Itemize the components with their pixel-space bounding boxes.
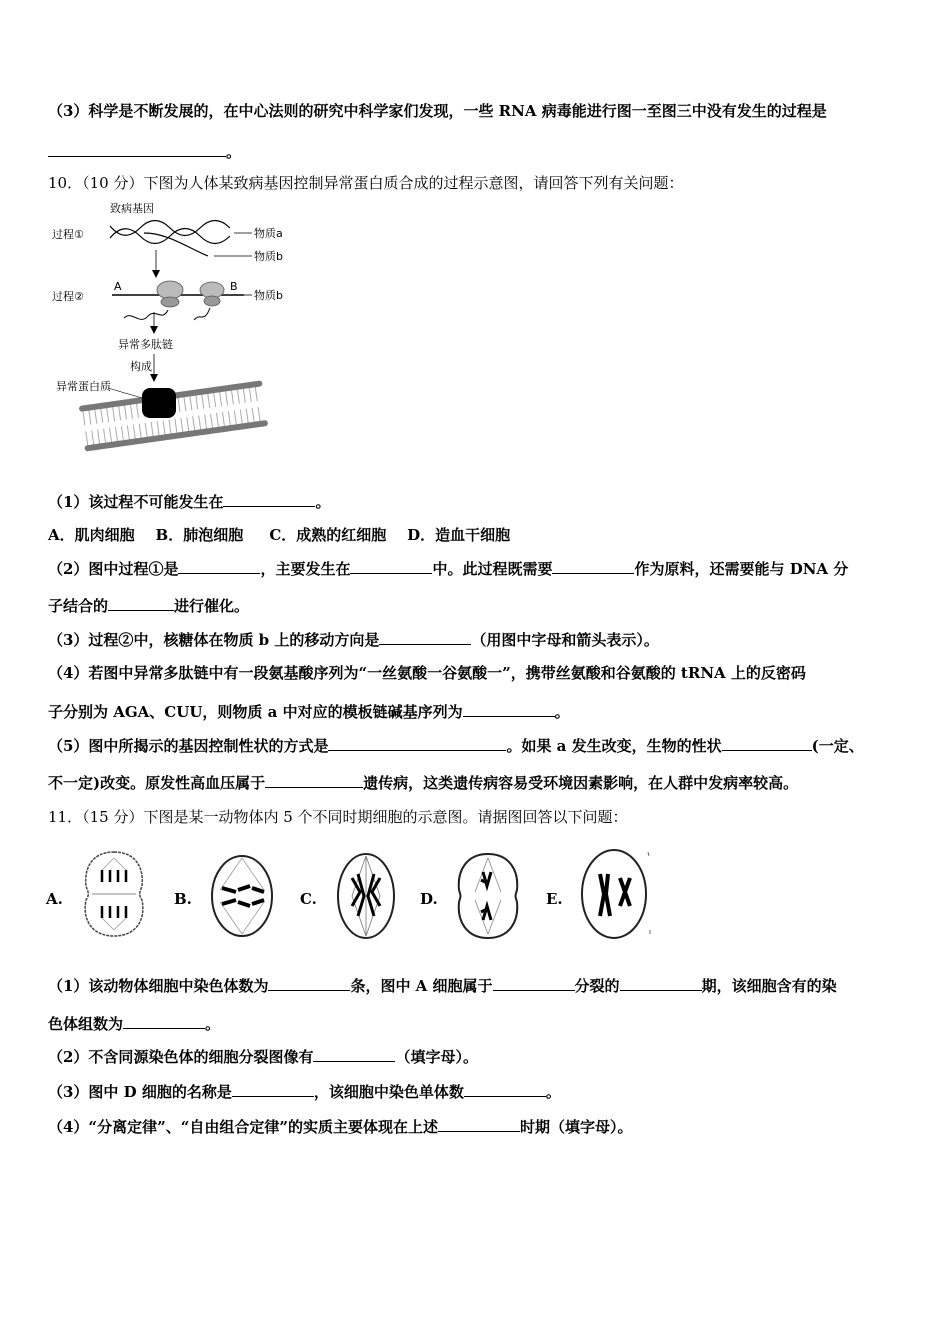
q10-part1-end: 。 [315, 493, 331, 511]
q11-part1-a: （1）该动物体细胞中染色体数为 [48, 977, 269, 995]
q11-part4 [48, 1115, 910, 1138]
dna-strand-2 [110, 229, 230, 244]
answer-blank[interactable] [438, 1115, 520, 1132]
q11-heading [48, 806, 628, 828]
q11-heading-text: 11．（15 分）下图是某一动物体内 5 个不同时期细胞的示意图。请据图回答以下问题： [48, 808, 628, 826]
answer-blank[interactable] [379, 628, 471, 645]
answer-blank[interactable] [328, 734, 506, 751]
arrowhead-2 [150, 326, 158, 334]
label-substance-b2: 物质b [254, 289, 283, 302]
q11-part1-c: 分裂的 [574, 977, 620, 995]
q10-part2-a: （2）图中过程①是 [48, 560, 179, 578]
q9-part3-line1 [48, 100, 910, 122]
q10-part2-f: 进行催化。 [174, 597, 250, 615]
q10-part4-line2 [48, 700, 910, 723]
q11-part2-b: （填字母）。 [395, 1048, 478, 1066]
q10-part1 [48, 490, 910, 513]
ribosome-large-1 [157, 281, 183, 299]
q9-part3-end: 。 [226, 143, 242, 161]
q10-heading-text: 10．（10 分）下图为人体某致病基因控制异常蛋白质合成的过程示意图，请回答下列有关问题： [48, 174, 684, 192]
q10-part5-a: （5）图中所揭示的基因控制性状的方式是 [48, 737, 329, 755]
q10-options-text: A．肌肉细胞 B．肺泡细胞 C．成熟的红细胞 D．造血干细胞 [48, 526, 511, 544]
q11-part1-line2 [48, 1012, 910, 1035]
q10-part4-c: 。 [554, 703, 570, 721]
q10-part4-line1 [48, 662, 910, 684]
q11-part1-b: 条，图中 A 细胞属于 [350, 977, 493, 995]
answer-blank[interactable] [48, 140, 226, 157]
cell-label-c: C. [300, 890, 317, 908]
cell-c-figure [334, 850, 398, 942]
q10-part2-c: 中。此过程既需要 [432, 560, 553, 578]
q11-part4-b: 时期（填字母）。 [519, 1118, 633, 1136]
q10-part4-a: （4）若图中异常多肽链中有一段氨基酸序列为“一丝氨酸一谷氨酸一”，携带丝氨酸和谷氨酸的 tRNA 上的反密码 [48, 664, 806, 682]
label-substance-b1: 物质b [254, 250, 283, 263]
q9-part3-line2 [48, 140, 910, 163]
q10-figure-gene-expression [48, 198, 308, 468]
label-substance-a: 物质a [254, 227, 283, 240]
q11-part1-d: 期，该细胞含有的染 [701, 977, 837, 995]
answer-blank[interactable] [268, 974, 350, 991]
answer-blank[interactable] [722, 734, 812, 751]
peptide-chain-1 [124, 310, 168, 319]
abnormal-protein-shape [142, 388, 176, 418]
q11-part3-c: 。 [545, 1083, 561, 1101]
arrowhead-3 [150, 374, 158, 382]
label-gene: 致病基因 [110, 202, 154, 215]
answer-blank[interactable] [178, 557, 260, 574]
q10-part2-e: 子结合的 [48, 597, 109, 615]
q10-part2-d: 作为原料，还需要能与 DNA 分 [634, 560, 849, 578]
q11-part2 [48, 1045, 910, 1068]
label-A: A [114, 280, 122, 293]
label-process1: 过程① [52, 228, 84, 241]
answer-blank[interactable] [108, 594, 174, 611]
q11-part3-a: （3）图中 D 细胞的名称是 [48, 1083, 232, 1101]
cell-e-figure [578, 844, 656, 942]
answer-blank[interactable] [552, 557, 634, 574]
arrowhead-1 [152, 270, 160, 278]
answer-blank[interactable] [463, 700, 555, 717]
dna-strand-1 [110, 221, 230, 236]
q10-options [48, 524, 910, 546]
q10-part5-e: 遗传病，这类遗传病容易受环境因素影响，在人群中发病率较高。 [363, 774, 799, 792]
peptide-chain-2 [194, 308, 210, 320]
q10-part5-line1 [48, 734, 910, 757]
q11-part1-f: 。 [205, 1015, 221, 1033]
q11-part4-a: （4）“分离定律”、“自由组合定律”的实质主要体现在上述 [48, 1118, 438, 1136]
ribosome-small-1 [161, 297, 179, 307]
q10-part2-line2 [48, 594, 910, 617]
answer-blank[interactable] [493, 974, 575, 991]
answer-blank[interactable] [265, 771, 363, 788]
answer-blank[interactable] [464, 1080, 546, 1097]
q11-part3-b: ，该细胞中染色单体数 [313, 1083, 464, 1101]
q10-part2-line1 [48, 557, 910, 580]
mrna-strand [144, 233, 208, 256]
pointer-line-protein [108, 388, 142, 398]
q10-part5-d: 不一定)改变。原发性高血压属于 [48, 774, 266, 792]
cell-b-figure [206, 852, 278, 940]
cell-d-figure [455, 850, 521, 942]
q10-part3-b: （用图中字母和箭头表示）。 [471, 631, 659, 649]
q11-part2-a: （2）不含同源染色体的细胞分裂图像有 [48, 1048, 314, 1066]
label-B: B [230, 280, 238, 293]
q10-part4-b: 子分别为 AGA、CUU，则物质 a 中对应的模板链碱基序列为 [48, 703, 463, 721]
cell-label-d: D. [420, 890, 438, 908]
label-forms: 构成 [130, 360, 152, 373]
q10-part5-b: 。如果 a 发生改变，生物的性状 [506, 737, 722, 755]
q10-part5-line2 [48, 771, 910, 794]
cell-label-a: A. [46, 890, 63, 908]
q11-part1-e: 色体组数为 [48, 1015, 124, 1033]
ribosome-small-2 [204, 296, 220, 306]
cell-label-e: E. [546, 890, 563, 908]
answer-blank[interactable] [223, 490, 315, 507]
answer-blank[interactable] [232, 1080, 314, 1097]
answer-blank[interactable] [313, 1045, 395, 1062]
answer-blank[interactable] [123, 1012, 205, 1029]
q10-part1-text: （1）该过程不可能发生在 [48, 493, 224, 511]
label-process2: 过程② [52, 290, 84, 303]
label-abnormal-chain: 异常多肽链 [118, 338, 173, 351]
cell-label-b: B. [174, 890, 192, 908]
q11-part3 [48, 1080, 910, 1103]
q11-part1-line1 [48, 974, 910, 997]
label-abnormal-protein: 异常蛋白质 [56, 380, 111, 393]
q10-part2-b: ，主要发生在 [260, 560, 351, 578]
q9-part3-text: （3）科学是不断发展的，在中心法则的研究中科学家们发现，一些 RNA 病毒能进行图一至图三中没有发生的过程是 [48, 102, 827, 120]
q10-part3 [48, 628, 910, 651]
answer-blank[interactable] [350, 557, 432, 574]
q10-part3-a: （3）过程②中，核糖体在物质 b 上的移动方向是 [48, 631, 380, 649]
cell-a-figure [80, 848, 148, 940]
q10-heading [48, 172, 683, 194]
answer-blank[interactable] [620, 974, 702, 991]
q10-part5-c: (一定、 [811, 737, 864, 755]
